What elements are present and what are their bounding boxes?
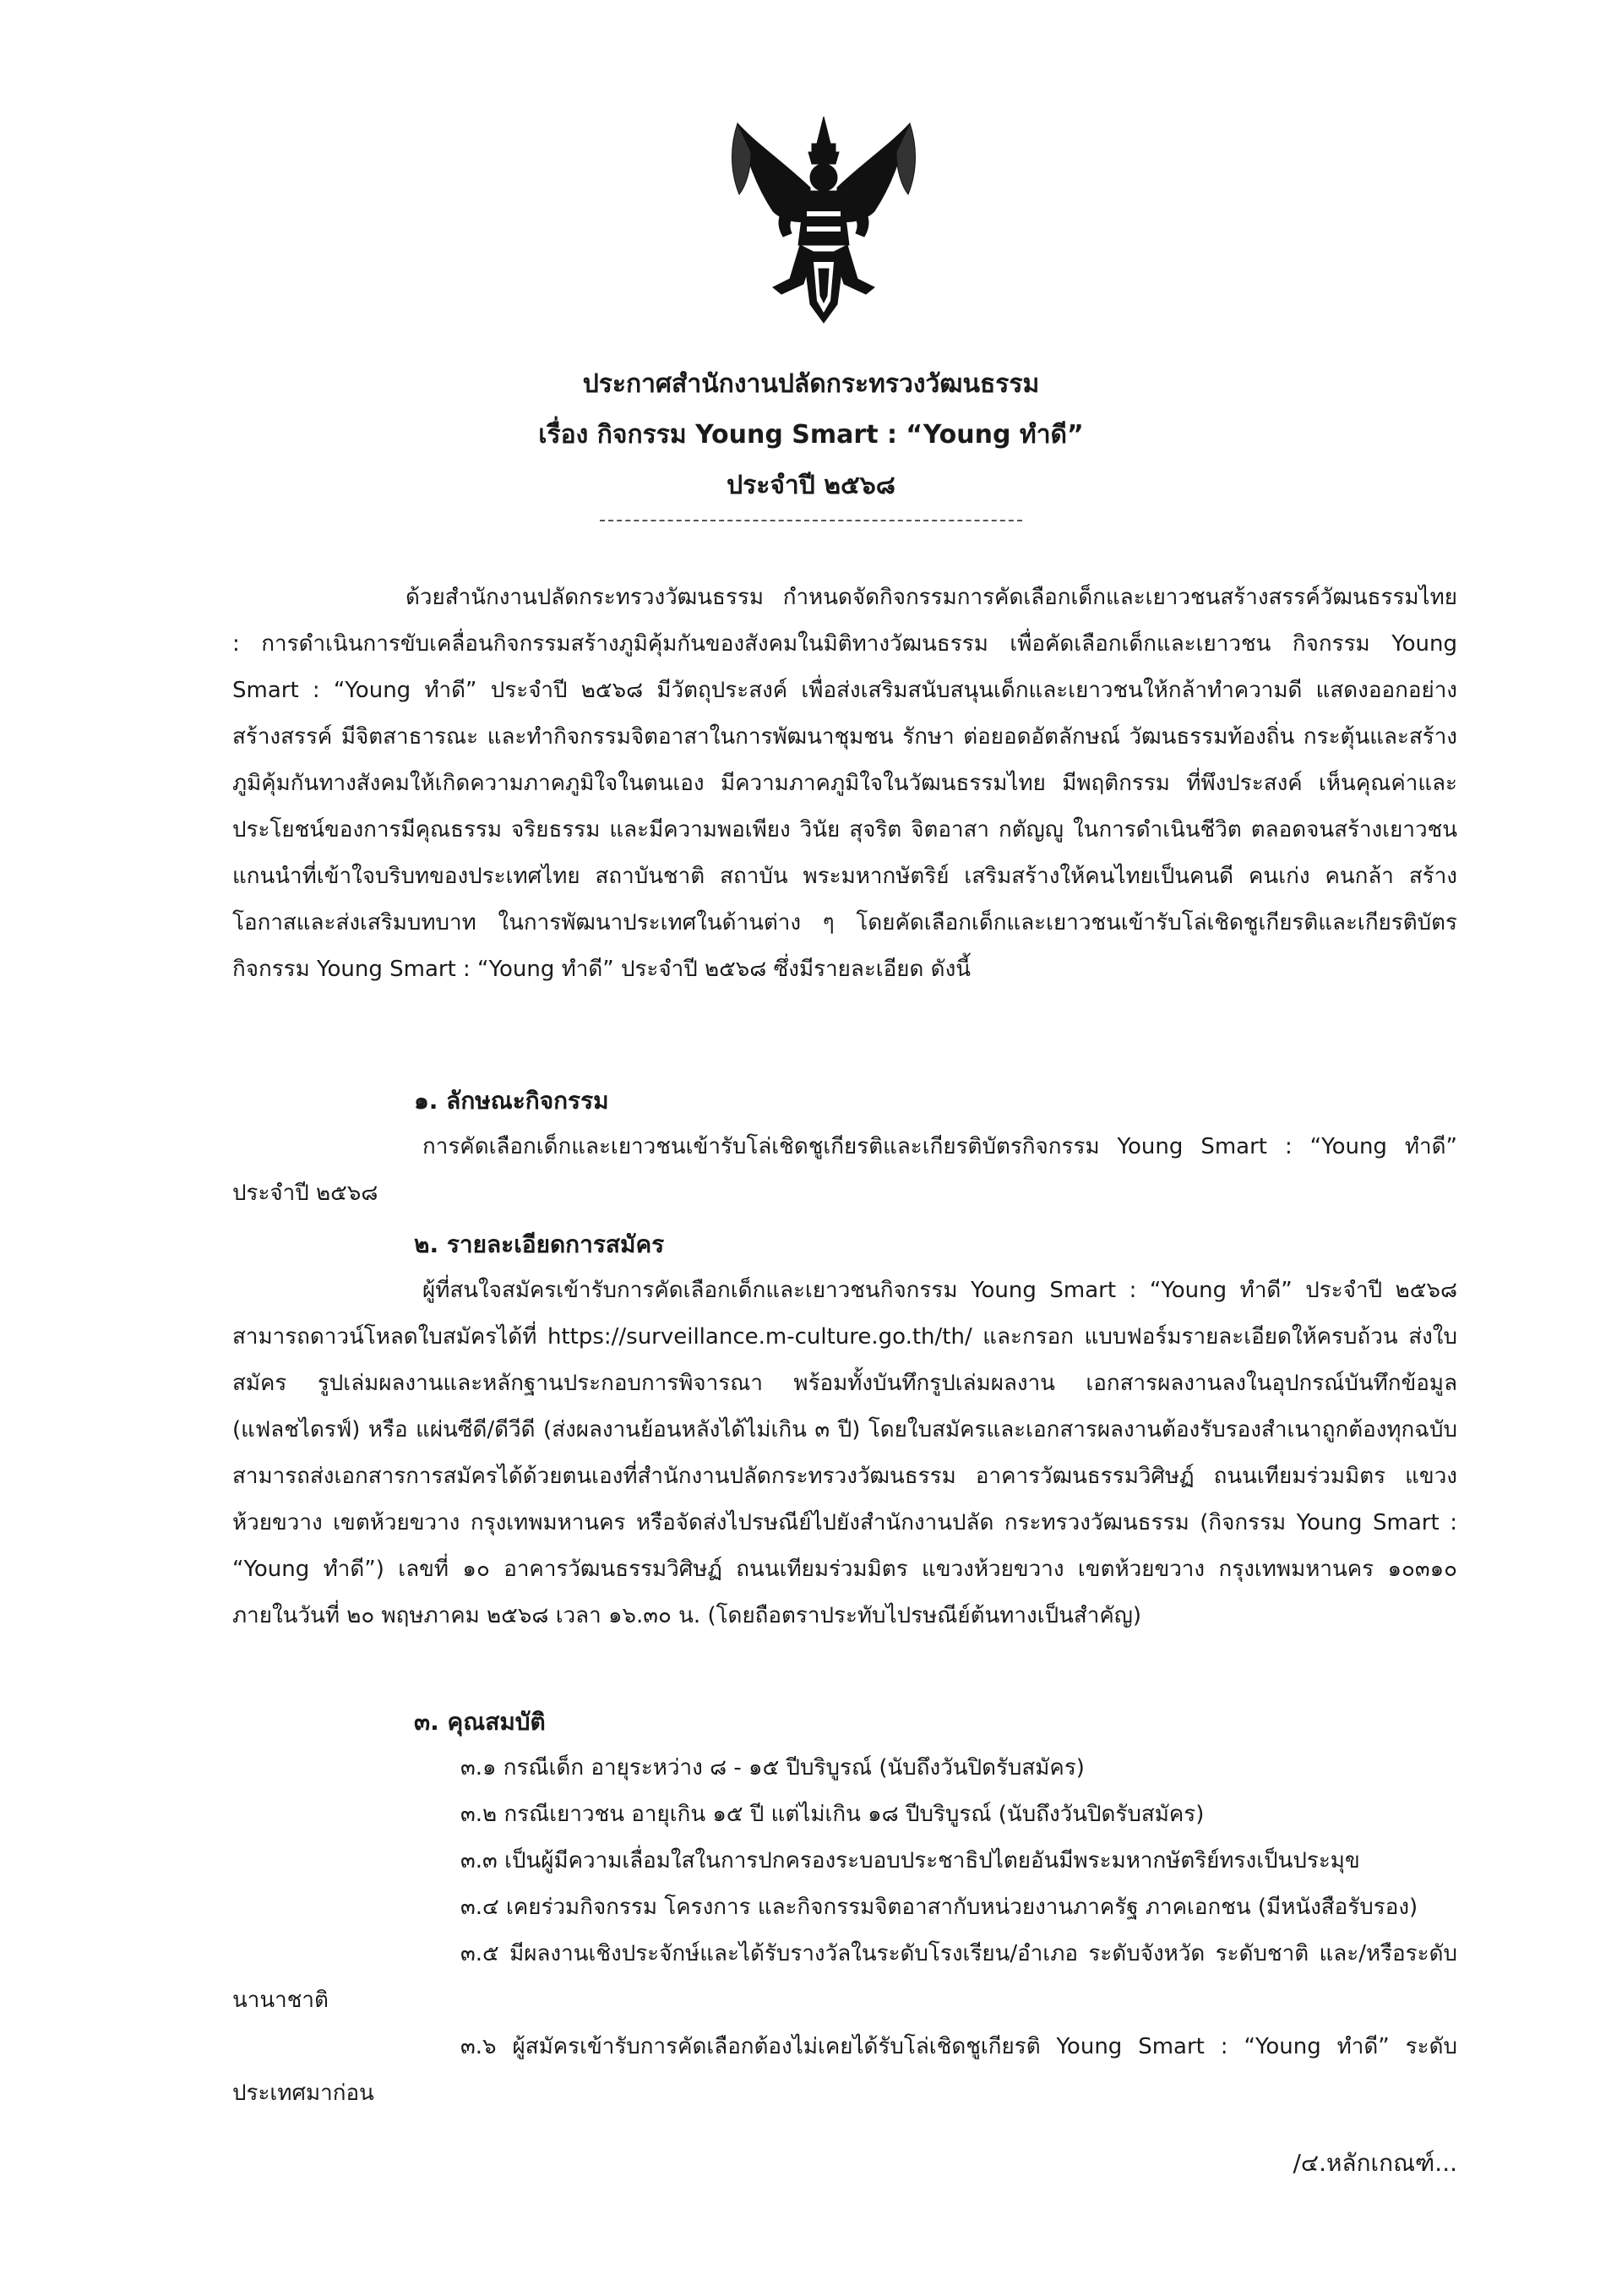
qualification-item: ๓.๒ กรณีเยาวชน อายุเกิน ๑๕ ปี แต่ไม่เกิน ๑๘ ปีบริบูรณ์ (นับถึงวันปิดรับสมัคร) [460,1802,1205,1827]
section-2-text: ผู้ที่สนใจสมัครเข้ารับการคัดเลือกเด็กและเยาวชนกิจกรรม Young Smart : “Young ทำดี” ประจำปี ๒๕๖๘ สามารถดาวน์โหลดใบสมัครได้ที่ https://surveillance.m-culture.go.th/th/ และกรอก แบบฟอร์มรายละเอียดให้ครบถ้วน ส่งใบสมัคร รูปเล่มผลงานและหลักฐานประกอบการพิจารณา พร้อมทั้งบันทึกรูปเล่มผลงาน เอกสารผลงานลงในอุปกรณ์บันทึกข้อมูล (แฟลชไดรฟ์) หรือ แผ่นซีดี/ดีวีดี (ส่งผลงานย้อนหลังได้ไม่เกิน ๓ ปี) โดยใบสมัครและเอกสารผลงานต้องรับรองสำเนาถูกต้องทุกฉบับ สามารถส่งเอกสารการสมัครได้ด้วยตนเองที่สำนักงานปลัดกระทรวงวัฒนธรรม อาคารวัฒนธรรมวิศิษฏ์ ถนนเทียมร่วมมิตร แขวงห้วยขวาง เขตห้วยขวาง กรุงเทพมหานคร หรือจัดส่งไปรษณีย์ไปยังสำนักงานปลัด กระทรวงวัฒนธรรม (กิจกรรม Young Smart : “Young ทำดี”) เลขที่ ๑๐ อาคารวัฒนธรรมวิศิษฏ์ ถนนเทียมร่วมมิตร แขวงห้วยขวาง เขตห้วยขวาง กรุงเทพมหานคร ๑๐๓๑๐ ภายในวันที่ ๒๐ พฤษภาคม ๒๕๖๘ เวลา ๑๖.๓๐ น. (โดยถือตราประทับไปรษณีย์ต้นทางเป็นสำคัญ) [232,1278,1457,1628]
intro-paragraph-block [232,575,1457,993]
section-3-heading: ๓. คุณสมบัติ [414,1708,546,1736]
section-2-heading: ๒. รายละเอียดการสมัคร [414,1230,665,1258]
section-qualifications [232,1699,1457,2117]
intro-paragraph: ด้วยสำนักงานปลัดกระทรวงวัฒนธรรม กำหนดจัดกิจกรรมการคัดเลือกเด็กและเยาวชนสร้างสรรค์วัฒนธรรมไทย : การดำเนินการขับเคลื่อนกิจกรรมสร้างภูมิคุ้มกันของสังคมในมิติทางวัฒนธรรม เพื่อคัดเลือกเด็กและเยาวชน กิจกรรม Young Smart : “Young ทำดี” ประจำปี ๒๕๖๘ มีวัตถุประสงค์ เพื่อส่งเสริมสนับสนุนเด็กและเยาวชนให้กล้าทำความดี แสดงออกอย่างสร้างสรรค์ มีจิตสาธารณะ และทำกิจกรรมจิตอาสาในการพัฒนาชุมชน รักษา ต่อยอดอัตลักษณ์ วัฒนธรรมท้องถิ่น กระตุ้นและสร้าง ภูมิคุ้มกันทางสังคมให้เกิดความภาคภูมิใจในตนเอง มีความภาคภูมิใจในวัฒนธรรมไทย มีพฤติกรรม ที่พึงประสงค์ เห็นคุณค่าและประโยชน์ของการมีคุณธรรม จริยธรรม และมีความพอเพียง วินัย สุจริต จิตอาสา กตัญญู ในการดำเนินชีวิต ตลอดจนสร้างเยาวชนแกนนำที่เข้าใจบริบทของประเทศไทย สถาบันชาติ สถาบัน พระมหากษัตริย์ เสริมสร้างให้คนไทยเป็นคนดี คนเก่ง คนกล้า สร้างโอกาสและส่งเสริมบทบาท ในการพัฒนาประเทศในด้านต่าง ๆ โดยคัดเลือกเด็กและเยาวชนเข้ารับโล่เชิดชูเกียรติและเกียรติบัตร กิจกรรม Young Smart : “Young ทำดี” ประจำปี ๒๕๖๘ ซึ่งมีรายละเอียด ดังนี้ [232,585,1457,982]
section-application-details [232,1221,1457,1639]
announcement-issuer: ประกาศสำนักงานปลัดกระทรวงวัฒนธรรม [582,369,1040,399]
announcement-subject: เรื่อง กิจกรรม Young Smart : “Young ทำดี” [538,420,1084,450]
section-1-heading: ๑. ลักษณะกิจกรรม [414,1087,609,1115]
section-1-text: การคัดเลือกเด็กและเยาวชนเข้ารับโล่เชิดชูเกียรติและเกียรติบัตรกิจกรรม Young Smart : “Young ทำดี” ประจำปี ๒๕๖๘ [232,1134,1457,1206]
announcement-title-block [0,359,1622,511]
qualification-item: ๓.๔ เคยร่วมกิจกรรม โครงการ และกิจกรรมจิตอาสากับหน่วยงานภาครัฐ ภาคเอกชน (มีหนังสือรับรอง) [460,1895,1418,1920]
garuda-emblem-icon [722,110,925,330]
next-page-marker: /๔.หลักเกณฑ์... [1293,2149,1457,2177]
qualification-item: ๓.๖ ผู้สมัครเข้ารับการคัดเลือกต้องไม่เคยได้รับโล่เชิดชูเกียรติ Young Smart : “Young ทำดี” ระดับประเทศมาก่อน [232,2034,1457,2106]
section-activity-type [232,1077,1457,1217]
qualification-item: ๓.๓ เป็นผู้มีความเลื่อมใสในการปกครองระบอบประชาธิปไตยอันมีพระมหากษัตริย์ทรงเป็นประมุข [460,1848,1360,1873]
qualification-item: ๓.๑ กรณีเด็ก อายุระหว่าง ๘ - ๑๕ ปีบริบูรณ์ (นับถึงวันปิดรับสมัคร) [460,1755,1085,1781]
qualification-item: ๓.๕ มีผลงานเชิงประจักษ์และได้รับรางวัลในระดับโรงเรียน/อำเภอ ระดับจังหวัด ระดับชาติ และ/หรือระดับนานาชาติ [232,1941,1457,2013]
announcement-year: ประจำปี ๒๕๖๘ [727,471,895,500]
title-divider [600,520,1022,521]
